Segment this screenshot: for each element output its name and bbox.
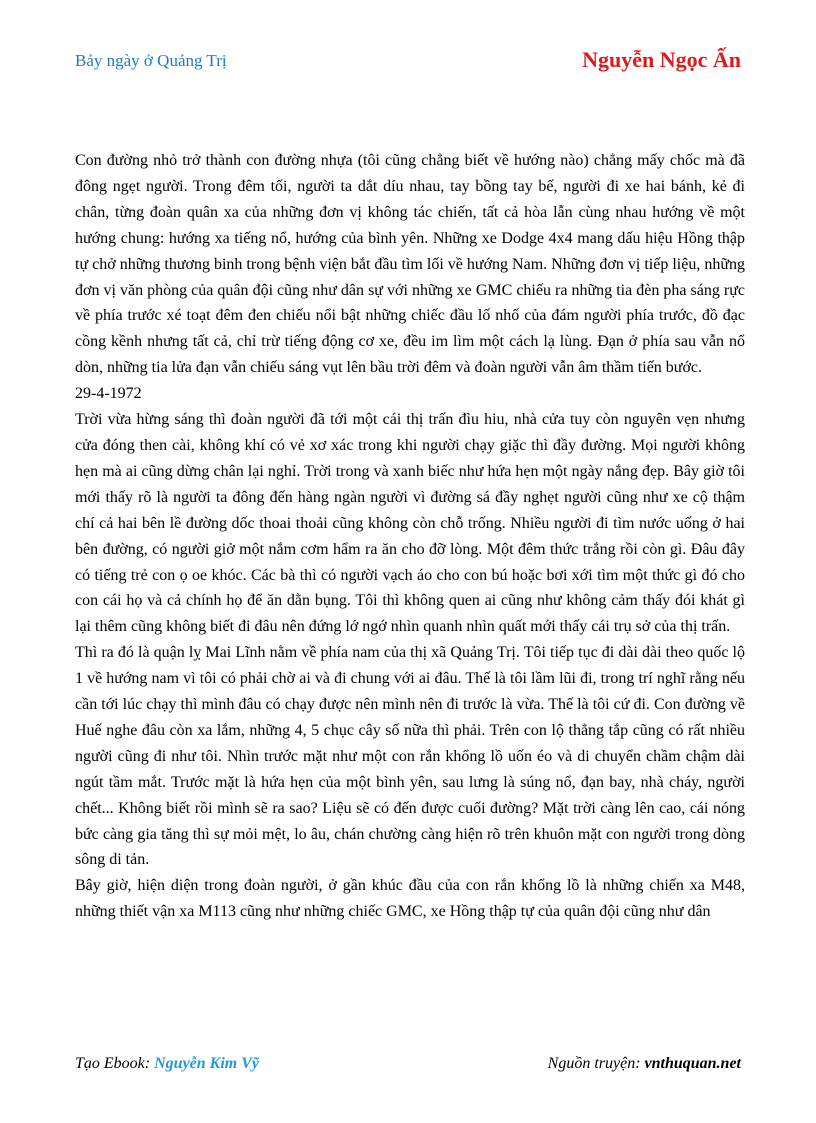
ebook-label: Tạo Ebook: [75, 1055, 145, 1072]
ebook-credit: [75, 1055, 259, 1073]
paragraph: Thì ra đó là quận lỵ Mai Lĩnh nằm về phía nam của thị xã Quảng Trị. Tôi tiếp tục đi dài dài theo quốc lộ 1 về hướng nam vì tôi có phải chờ ai và đi chung với ai đâu. Thế là tôi lầm lũi đi, trong trí nghĩ rằng nếu cần tới lúc chạy thì mình đâu có chạy được nên mình nên đi trước là vừa. Thế là tôi cứ đi. Con đường về Huế nghe đâu còn xa lắm, những 4, 5 chục cây số nữa thì phải. Trên con lộ thẳng tắp cũng có rất nhiều người cũng đi như tôi. Nhìn trước mặt như một con rắn khổng lồ uốn éo và di chuyển chầm chậm dài ngút tầm mắt. Trước mặt là hứa hẹn của một bình yên, sau lưng là súng nổ, đạn bay, nhà cháy, người chết... Không biết rồi mình sẽ ra sao? Liệu sẽ có đến được cuối đường? Mặt trời càng lên cao, cái nóng bức càng gia tăng thì sự mỏi mệt, lo âu, chán chường càng hiện rõ trên khuôn mặt con người trong dòng sông di tản.: [75, 644, 745, 869]
source-site: vnthuquan.net: [644, 1055, 741, 1072]
paragraph: Con đường nhỏ trở thành con đường nhựa (tôi cũng chẳng biết về hướng nào) chẳng mấy chốc mà đã đông ngẹt người. Trong đêm tối, người ta dắt díu nhau, tay bồng tay bế, người đi xe hai bánh, kẻ đi chân, từng đoàn quân xa của những đơn vị không tác chiến, tất cả hòa lẫn cùng nhau hướng về một hướng chung: hướng xa tiếng nổ, hướng của bình yên. Những xe Dodge 4x4 mang dấu hiệu Hồng thập tự chở những thương binh trong bệnh viện bắt đầu tìm lối về hướng Nam. Những đơn vị tiếp liệu, những đơn vị văn phòng của quân đội cũng như dân sự với những xe GMC chiếu ra những tia đèn pha sáng rực về phía trước xé toạt đêm đen chiếu nổi bật những chiếc đầu lố nhố của đám người phía trước, đồ đạc cồng kềnh nhưng tất cả, chỉ trừ tiếng động cơ xe, đều im lìm một cách lạ lùng. Đạn ở phía sau vẫn nổ dòn, những tia lửa đạn vẫn chiếu sáng vụt lên bầu trời đêm và đoàn người vẫn âm thầm tiến bước.: [75, 152, 745, 377]
paragraph: Bây giờ, hiện diện trong đoàn người, ở gần khúc đầu của con rắn khổng lồ là những chiến xa M48, những thiết vận xa M113 cũng như những chiếc GMC, xe Hồng thập tự của quân đội cũng như dân: [75, 877, 745, 921]
source-separator: :: [635, 1055, 645, 1072]
ebook-separator: :: [144, 1055, 155, 1072]
source-label: Nguồn truyện: [547, 1055, 636, 1072]
book-title: Bảy ngày ở Quảng Trị: [75, 51, 227, 70]
source-credit: [548, 1055, 741, 1073]
author-name: Nguyễn Ngọc Ấn: [582, 47, 741, 72]
date-line: 29-4-1972: [75, 385, 142, 403]
ebook-creator-name: Nguyễn Kim Vỹ: [154, 1055, 259, 1072]
paragraph: Trời vừa hừng sáng thì đoàn người đã tới một cái thị trấn đìu hiu, nhà cửa tuy còn nguyên vẹn nhưng cửa đóng then cài, không khí có vẻ xơ xác trong khi người chạy giặc thì đầy đường. Mọi người không hẹn mà ai cũng dừng chân lại nghỉ. Trời trong và xanh biếc như hứa hẹn một ngày nắng đẹp. Bây giờ tôi mới thấy rõ là người ta đông đến hàng ngàn người vì đường sá đầy nghẹt người cũng như xe cộ thậm chí cả hai bên lề đường dốc thoai thoải cũng không còn chỗ trống. Nhiều người đi tìm nước uống ở hai bên đường, có người giở một nắm cơm hẩm ra ăn cho đỡ lòng. Một đêm thức trắng rồi còn gì. Đâu đây có tiếng trẻ con ọ oe khóc. Các bà thì có người vạch áo cho con bú hoặc bơi xới tìm một thức gì đó cho con cái họ và cả chính họ để ăn dằn bụng. Tôi thì không quen ai cũng như không cảm thấy đói khát gì lại thêm cũng không biết đi đâu nên đứng lớ ngớ nhìn quanh nhìn quất mới thấy cái trụ sở của thị trấn.: [75, 411, 745, 636]
story-body: [75, 148, 745, 925]
